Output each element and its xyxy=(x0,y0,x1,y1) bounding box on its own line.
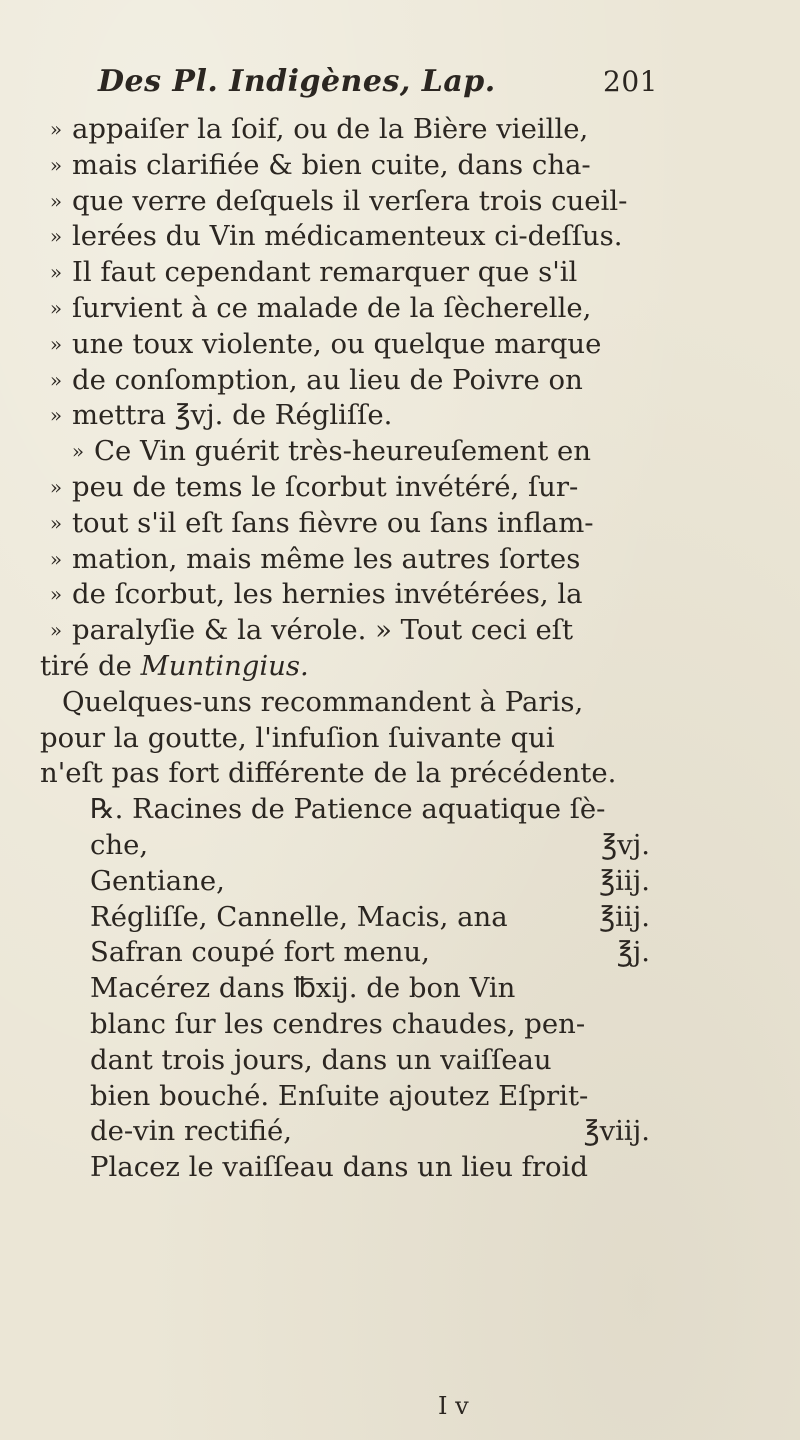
line-text: ℞. Racines de Patience aquatique ſè- xyxy=(90,793,606,826)
paragraph-line xyxy=(40,685,700,721)
attribution-prefix: tiré de xyxy=(40,649,141,682)
ingredient-quantity: ℥viij. xyxy=(583,1115,650,1148)
quote-mark: » xyxy=(49,188,63,213)
line-text: Ce Vin guérit très-heureuſement en xyxy=(94,435,592,468)
quoted-line xyxy=(40,291,700,327)
quoted-line xyxy=(40,470,700,506)
line-text: Macérez dans ℔xij. de bon Vin xyxy=(90,972,516,1005)
quoted-line xyxy=(40,184,700,220)
attribution-line xyxy=(40,649,700,685)
recipe-item xyxy=(40,828,700,864)
line-text: mais clarifiée & bien cuite, dans cha- xyxy=(72,148,591,181)
line-text: n'eſt pas fort différente de la précédente. xyxy=(40,757,617,790)
quoted-line xyxy=(40,327,700,363)
attribution-author: Muntingius. xyxy=(140,649,309,682)
quote-mark: » xyxy=(49,474,63,499)
ingredient-name: de-vin rectifié, xyxy=(90,1115,292,1148)
quoted-line xyxy=(40,363,700,399)
quoted-line xyxy=(40,219,700,255)
line-text: de ſcorbut, les hernies invétérées, la xyxy=(72,578,583,611)
quoted-line xyxy=(40,148,700,184)
ingredient-quantity: ℥vj. xyxy=(601,828,650,861)
recipe-item xyxy=(40,864,700,900)
paragraph-line xyxy=(40,721,700,757)
ingredient-name: Gentiane, xyxy=(90,864,225,897)
quote-mark: » xyxy=(49,224,63,249)
ingredient-quantity: ℥iij. xyxy=(599,900,650,933)
line-text: paralyſie & la vérole. » Tout ceci eſt xyxy=(72,614,574,647)
line-text: appaiſer la ſoif, ou de la Bière vieille, xyxy=(72,113,589,145)
quote-mark: » xyxy=(49,152,63,177)
recipe-instruction xyxy=(40,1007,700,1043)
ingredient-quantity: ℥j. xyxy=(616,936,650,969)
page-number: 201 xyxy=(603,65,658,98)
ingredient-name: Safran coupé fort menu, xyxy=(90,936,430,969)
quoted-line xyxy=(40,398,700,434)
ingredient-name: che, xyxy=(90,828,149,861)
line-text: lerées du Vin médicamenteux ci-deſſus. xyxy=(72,220,623,253)
quoted-line xyxy=(40,542,700,578)
recipe-item xyxy=(40,1114,700,1150)
quoted-line xyxy=(40,506,700,542)
line-text: mation, mais même les autres ſortes xyxy=(72,542,581,575)
line-text: dant trois jours, dans un vaiſſeau xyxy=(90,1043,552,1076)
quote-mark: » xyxy=(49,331,63,356)
line-text: bien bouché. Enſuite ajoutez Eſprit- xyxy=(90,1079,589,1112)
quote-mark: » xyxy=(49,618,63,643)
body-text xyxy=(40,112,700,1186)
quote-mark: » xyxy=(49,367,63,392)
quote-mark: » xyxy=(49,295,63,320)
ingredient-quantity: ℥iij. xyxy=(599,864,650,897)
paragraph-line xyxy=(40,756,700,792)
quote-mark: » xyxy=(49,260,63,285)
quote-mark: » xyxy=(49,510,63,535)
ingredient-name: Régliſſe, Cannelle, Macis, ana xyxy=(90,900,508,933)
recipe-intro xyxy=(40,792,700,828)
recipe-instruction xyxy=(40,971,700,1007)
running-title: Des Pl. Indigènes, Lap. xyxy=(98,64,496,99)
quote-mark: » xyxy=(71,439,85,464)
quote-mark: » xyxy=(49,403,63,428)
quoted-line xyxy=(40,434,700,470)
line-text: que verre deſquels il verſera trois cueil- xyxy=(72,184,628,217)
quoted-line xyxy=(40,255,700,291)
line-text: Placez le vaiſſeau dans un lieu froid xyxy=(90,1151,588,1184)
recipe-item xyxy=(40,935,700,971)
quote-mark: » xyxy=(49,117,63,141)
line-text: peu de tems le ſcorbut invétéré, ſur- xyxy=(72,470,579,503)
quoted-line xyxy=(40,112,700,148)
recipe-instruction xyxy=(40,1043,700,1079)
line-text: tout s'il eſt ſans fièvre ou ſans inflam- xyxy=(72,506,594,539)
line-text: blanc ſur les cendres chaudes, pen- xyxy=(90,1007,586,1040)
quoted-line xyxy=(40,613,700,649)
quoted-line xyxy=(40,577,700,613)
line-text: Quelques-uns recommandent à Paris, xyxy=(62,685,584,718)
page-header xyxy=(98,64,658,108)
line-text: ſurvient à ce malade de la ſècherelle, xyxy=(72,291,592,324)
recipe-instruction xyxy=(40,1079,700,1115)
line-text: mettra ℥vj. de Régliſſe. xyxy=(72,399,393,432)
signature-mark: I v xyxy=(438,1392,469,1420)
quote-mark: » xyxy=(49,546,63,571)
recipe-item xyxy=(40,900,700,936)
recipe-final-line xyxy=(40,1150,700,1186)
line-text: de conſomption, au lieu de Poivre on xyxy=(72,363,583,396)
line-text: pour la goutte, l'infuſion ſuivante qui xyxy=(40,721,555,754)
quote-mark: » xyxy=(49,582,63,607)
line-text: une toux violente, ou quelque marque xyxy=(72,327,602,360)
line-text: Il faut cependant remarquer que s'il xyxy=(72,256,578,289)
